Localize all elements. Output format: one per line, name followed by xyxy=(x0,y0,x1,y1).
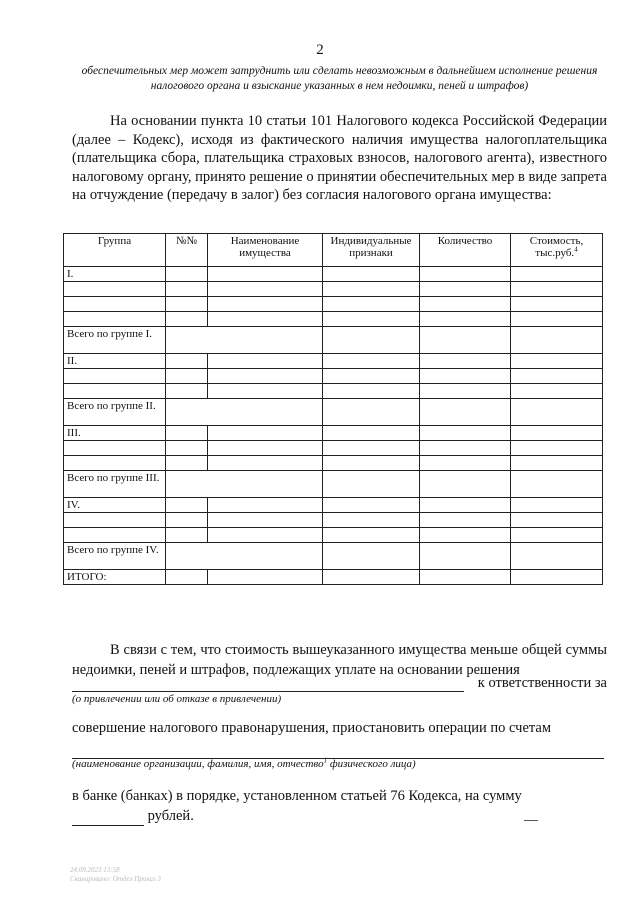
table-row xyxy=(64,456,603,471)
header-quantity: Количество xyxy=(420,234,511,267)
property-table xyxy=(63,233,603,585)
scan-stamp-note: Сканировано: Отдел Приказ 3 xyxy=(70,875,161,883)
table-row xyxy=(64,267,603,282)
header-cost xyxy=(511,234,603,267)
footnote-mark: 4 xyxy=(574,245,578,254)
group-label: II. xyxy=(64,354,166,369)
group-label: I. xyxy=(64,267,166,282)
subtotal-label: Всего по группе IV. xyxy=(64,543,166,570)
table-row xyxy=(64,498,603,513)
subtotal-label: Всего по группе II. xyxy=(64,399,166,426)
table-row xyxy=(64,384,603,399)
page-number: 2 xyxy=(316,42,324,58)
paragraph-insufficient-text: В связи с тем, что стоимость вышеуказанного имущества меньше общей суммы недоимки, пеней и штрафов, подлежащих уплате на основании решения xyxy=(72,642,607,678)
table-row xyxy=(64,441,603,456)
header-name: Наименование имущества xyxy=(208,234,323,267)
table-row xyxy=(64,327,603,354)
caption-decision: (о привлечении или об отказе в привлечении) xyxy=(72,693,282,705)
table-row xyxy=(64,426,603,441)
paragraph-basis-text: На основании пункта 10 статьи 101 Налогового кодекса Российской Федерации (далее – Кодекс), исходя из фактического наличия имущества налогоплательщика (плательщика сбора, плательщика страховых взносов, налогового агента), известного налоговому органу, принято решение о принятии обеспечительных мер в виде запрета на отчуждение (передачу в залог) без согласия налогового органа имущества: xyxy=(72,113,607,203)
table-row xyxy=(64,282,603,297)
liability-text: к ответственности за xyxy=(477,675,607,691)
header-group: Группа xyxy=(64,234,166,267)
paragraph-amount-end: рублей. xyxy=(147,808,194,824)
italic-heading: обеспечительных мер может затруднить или сделать невозможным в дальнейшем исполнение решения налогового органа и взыскание указанных в нем недоимки, пеней и штрафов) xyxy=(81,65,598,92)
decision-blank[interactable] xyxy=(72,677,464,692)
caption-organization-start: (наименование организации, фамилия, имя, отчество xyxy=(72,758,324,770)
group-label: IV. xyxy=(64,498,166,513)
paragraph-suspend: совершение налогового правонарушения, приостановить операции по счетам xyxy=(72,720,552,736)
scan-stamp-date: 24.09.2023 13:58 xyxy=(70,866,120,874)
table-row xyxy=(64,471,603,498)
paragraph-insufficient xyxy=(72,640,607,680)
table-row xyxy=(64,354,603,369)
table-row xyxy=(64,513,603,528)
subtotal-label: Всего по группе I. xyxy=(64,327,166,354)
paragraph-amount-text: в банке (банках) в порядке, установленном статьей 76 Кодекса, на сумму xyxy=(72,788,522,804)
table-row xyxy=(64,312,603,327)
group-label: III. xyxy=(64,426,166,441)
caption-footnote-mark: 1 xyxy=(323,756,328,765)
table-row xyxy=(64,369,603,384)
table-row-total xyxy=(64,570,603,585)
header-number: №№ xyxy=(166,234,208,267)
total-label: ИТОГО: xyxy=(64,570,166,585)
amount-blank[interactable] xyxy=(72,811,144,826)
decision-line-row xyxy=(72,675,607,692)
paragraph-basis xyxy=(72,112,607,205)
decorative-dash xyxy=(524,820,538,821)
subtotal-label: Всего по группе III. xyxy=(64,471,166,498)
table-row xyxy=(64,297,603,312)
organization-line-row xyxy=(72,742,607,759)
caption-organization-end: физического лица) xyxy=(329,758,416,770)
header-cost-text: Стоимость, тыс.руб. xyxy=(529,235,584,259)
table-row xyxy=(64,543,603,570)
organization-blank[interactable] xyxy=(72,744,604,759)
table-row xyxy=(64,528,603,543)
caption-organization xyxy=(72,758,416,770)
header-features: Индивидуальные признаки xyxy=(323,234,420,267)
table-row xyxy=(64,399,603,426)
